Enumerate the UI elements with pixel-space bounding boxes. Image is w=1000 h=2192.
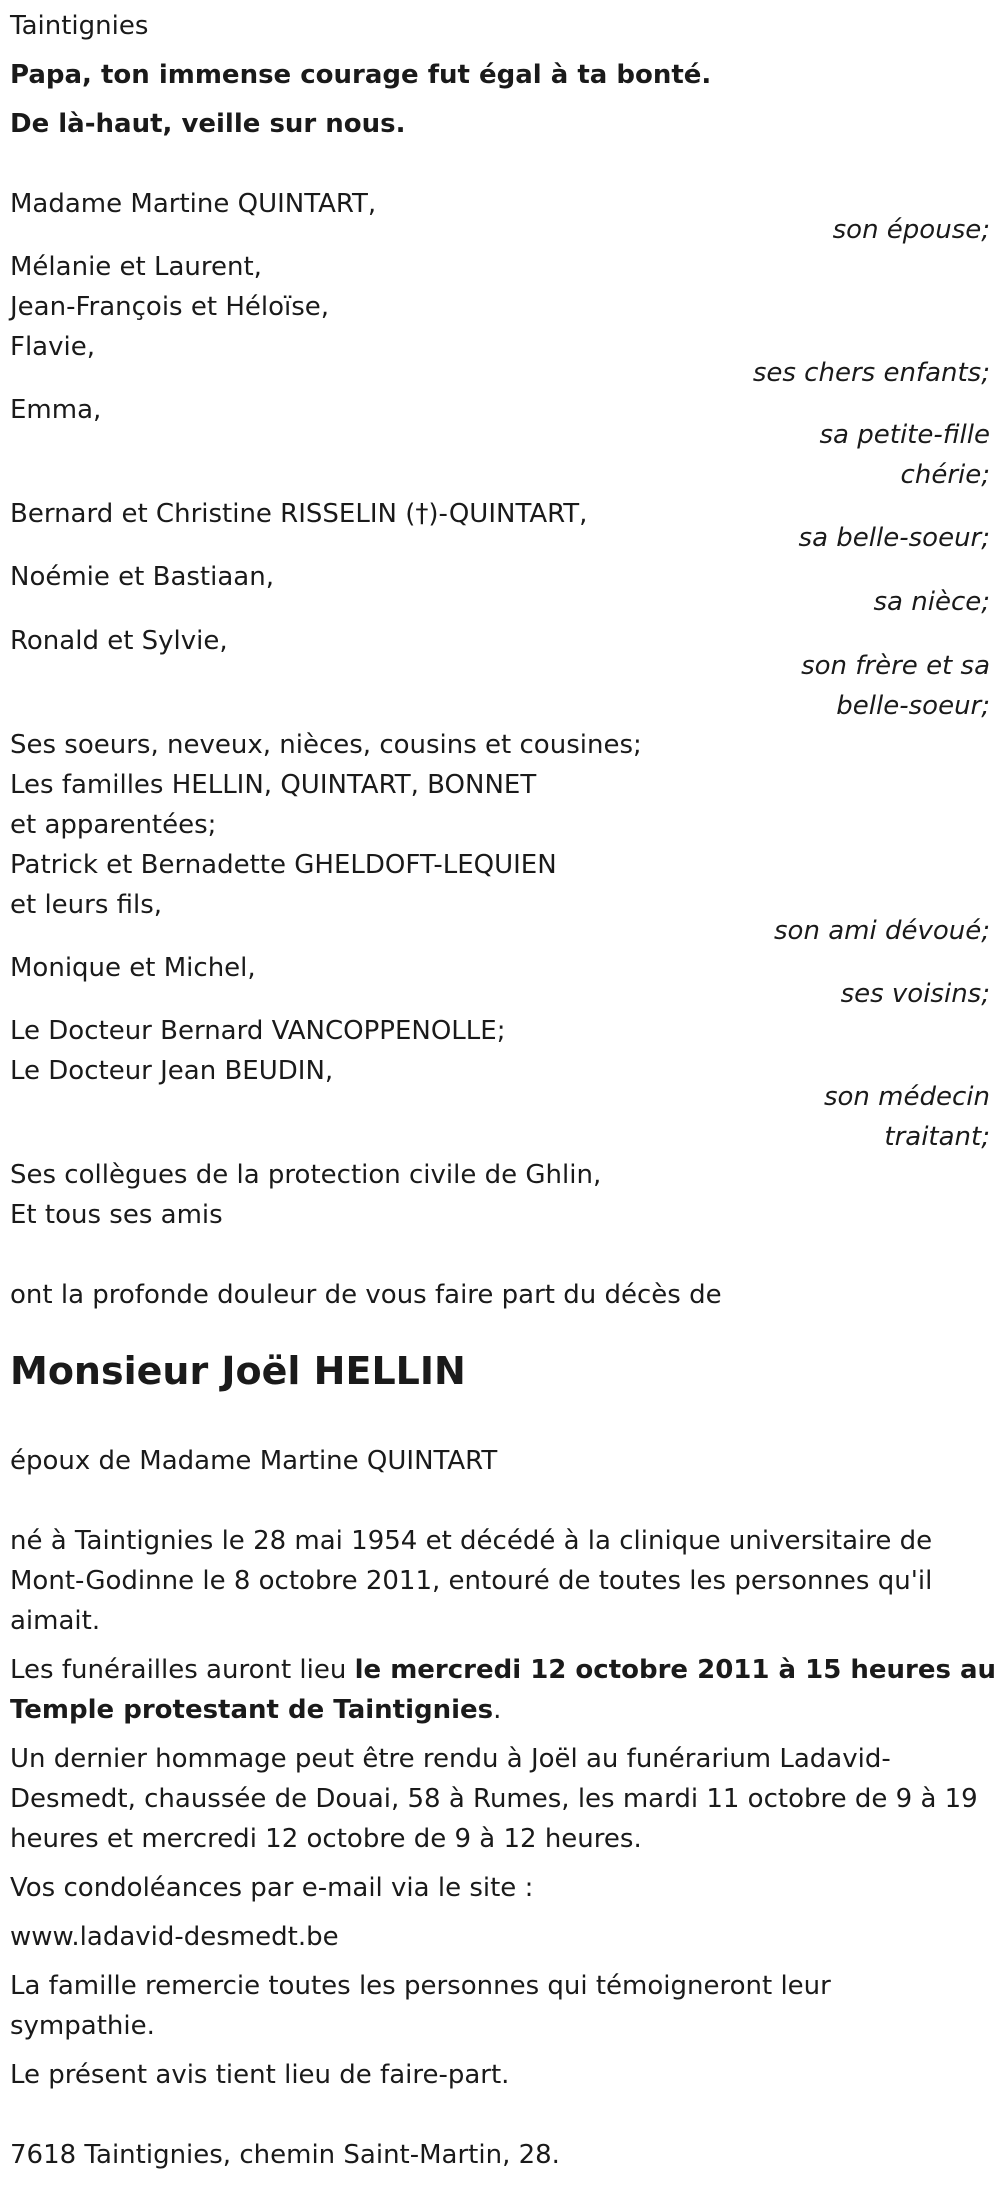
doctor-line-2: Le Docteur Jean BEUDIN, [10, 1056, 334, 1086]
place-heading: Taintignies [10, 11, 149, 41]
funeral-suffix: . [493, 1695, 502, 1725]
others-line-1: Ses soeurs, neveux, nièces, cousins et cousines; [10, 730, 642, 760]
niece-role: sa nièce; [873, 587, 990, 617]
thanks-line-1: La famille remercie toutes les personnes qui témoigneront leur [10, 1971, 831, 2001]
sister-in-law-role: sa belle-soeur; [798, 523, 990, 553]
granddaughter-name: Emma, [10, 395, 102, 425]
website-link[interactable]: www.ladavid-desmedt.be [10, 1922, 339, 1952]
brother-role-2: belle-soeur; [836, 691, 990, 721]
tribute-line-3: heures et mercredi 12 octobre de 9 à 12 heures. [10, 1824, 642, 1854]
birth-death-line-3: aimait. [10, 1606, 101, 1636]
friend-line-2: et leurs fils, [10, 890, 163, 920]
notice-text: Le présent avis tient lieu de faire-part. [10, 2060, 510, 2090]
funeral-line-2 [10, 1690, 501, 1730]
brother-name: Ronald et Sylvie, [10, 626, 228, 656]
tribute-line-2: Desmedt, chaussée de Douai, 58 à Rumes, les mardi 11 octobre de 9 à 19 [10, 1784, 978, 1814]
others-line-3: et apparentées; [10, 810, 217, 840]
sister-in-law-name: Bernard et Christine RISSELIN (†)-QUINTART, [10, 499, 588, 529]
children-line-3: Flavie, [10, 332, 95, 362]
children-line-1: Mélanie et Laurent, [10, 252, 262, 282]
colleagues-line-1: Ses collègues de la protection civile de Ghlin, [10, 1160, 602, 1190]
tribute-line-1: Un dernier hommage peut être rendu à Joël au funérarium Ladavid- [10, 1744, 891, 1774]
friend-line-1: Patrick et Bernadette GHELDOFT-LEQUIEN [10, 850, 557, 880]
doctor-role-2: traitant; [884, 1122, 990, 1152]
funeral-prefix: Les funérailles auront lieu [10, 1655, 355, 1685]
birth-death-line-2: Mont-Godinne le 8 octobre 2011, entouré de toutes les personnes qu'il [10, 1566, 933, 1596]
spouse-role: son épouse; [832, 215, 990, 245]
funeral-line-1 [10, 1650, 996, 1690]
quote-line-1: Papa, ton immense courage fut égal à ta bonté. [10, 60, 712, 90]
deceased-name: Monsieur Joël HELLIN [10, 1349, 466, 1393]
others-line-2: Les familles HELLIN, QUINTART, BONNET [10, 770, 537, 800]
colleagues-line-2: Et tous ses amis [10, 1200, 223, 1230]
children-role: ses chers enfants; [752, 358, 990, 388]
funeral-details-1: le mercredi 12 octobre 2011 à 15 heures au [354, 1655, 997, 1685]
friend-role: son ami dévoué; [774, 916, 990, 946]
granddaughter-role-2: chérie; [900, 460, 990, 490]
birth-death-line-1: né à Taintignies le 28 mai 1954 et décédé à la clinique universitaire de [10, 1526, 933, 1556]
spouse-of: époux de Madame Martine QUINTART [10, 1446, 498, 1476]
granddaughter-role-1: sa petite-fille [819, 420, 990, 450]
quote-line-2: De là-haut, veille sur nous. [10, 109, 406, 139]
funeral-details-2: Temple protestant de Taintignies [10, 1695, 494, 1725]
thanks-line-2: sympathie. [10, 2011, 155, 2041]
condolences-text: Vos condoléances par e-mail via le site : [10, 1873, 534, 1903]
spouse-name: Madame Martine QUINTART, [10, 189, 377, 219]
announcement-intro: ont la profonde douleur de vous faire part du décès de [10, 1280, 722, 1310]
neighbours-role: ses voisins; [840, 979, 990, 1009]
doctor-role-1: son médecin [823, 1082, 990, 1112]
neighbours-name: Monique et Michel, [10, 953, 256, 983]
brother-role-1: son frère et sa [801, 651, 990, 681]
niece-name: Noémie et Bastiaan, [10, 562, 274, 592]
address-text: 7618 Taintignies, chemin Saint-Martin, 28. [10, 2140, 560, 2170]
children-line-2: Jean-François et Héloïse, [10, 292, 330, 322]
doctor-line-1: Le Docteur Bernard VANCOPPENOLLE; [10, 1016, 506, 1046]
